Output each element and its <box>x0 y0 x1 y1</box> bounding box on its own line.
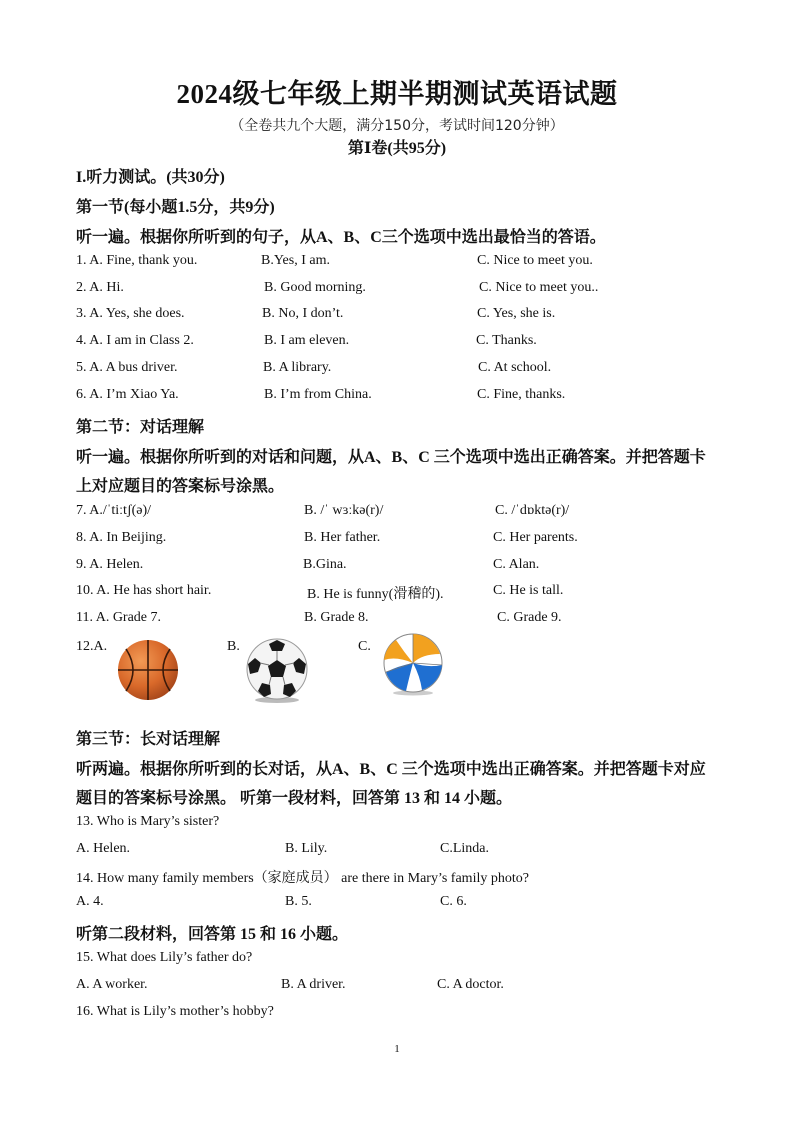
q1-option-a: 1. A. Fine, thank you. <box>76 253 198 268</box>
q7-option-b: B. /ˈ wɜːkə(r)/ <box>304 503 384 518</box>
q10-option-a: 10. A. He has short hair. <box>76 583 212 598</box>
q14-option-a: A. 4. <box>76 894 104 909</box>
part2-instruction-line2: 上对应题目的答案标号涂黑。 <box>76 478 285 495</box>
material2-instruction: 听第二段材料，回答第 15 和 16 小题。 <box>76 926 349 943</box>
page-number: 1 <box>394 1043 400 1055</box>
volume-heading: 第Ⅰ卷(共95分) <box>347 140 447 157</box>
q14-option-b: B. 5. <box>285 894 312 909</box>
q8-option-c: C. Her parents. <box>493 530 578 545</box>
q9-option-c: C. Alan. <box>493 557 540 572</box>
q5-option-a: 5. A. A bus driver. <box>76 360 178 375</box>
q10-option-b: B. He is funny(滑稽的). <box>307 587 444 602</box>
section-listening-heading: I.听力测试。(共30分) <box>76 169 225 186</box>
part3-instruction-line1: 听两遍。根据你所听到的长对话，从A、B、C 三个选项中选出正确答案。并把答题卡对应 <box>76 761 706 778</box>
part1-instruction: 听一遍。根据你所听到的句子，从A、B、C三个选项中选出最恰当的答语。 <box>76 229 606 246</box>
exam-subtitle: （全卷共九个大题，满分150分，考试时间120分钟） <box>230 118 564 134</box>
q6-option-c: C. Fine, thanks. <box>477 387 566 402</box>
volleyball-icon <box>382 632 444 696</box>
q1-option-b: B.Yes, I am. <box>261 253 330 268</box>
q3-option-b: B. No, I don’t. <box>262 306 344 321</box>
q13-option-a: A. Helen. <box>76 841 131 856</box>
q11-option-b: B. Grade 8. <box>304 610 369 625</box>
q2-option-a: 2. A. Hi. <box>76 280 124 295</box>
q15-option-b: B. A driver. <box>281 977 346 992</box>
q9-option-a: 9. A. Helen. <box>76 557 144 572</box>
q11-option-c: C. Grade 9. <box>497 610 562 625</box>
q15-option-c: C. A doctor. <box>437 977 504 992</box>
q2-option-c: C. Nice to meet you.. <box>479 280 599 295</box>
basketball-icon <box>116 638 180 702</box>
q8-option-a: 8. A. In Beijing. <box>76 530 167 545</box>
soccer-ball-icon <box>244 636 310 704</box>
q16-stem: 16. What is Lily’s mother’s hobby? <box>76 1004 274 1019</box>
part2-instruction-line1: 听一遍。根据你所听到的对话和问题，从A、B、C 三个选项中选出正确答案。并把答题卡 <box>76 449 706 466</box>
q13-option-c: C.Linda. <box>440 841 489 856</box>
q14-stem: 14. How many family members（家庭成员） are there in Mary’s family photo? <box>76 871 529 886</box>
q12-option-b: B. <box>227 639 240 654</box>
exam-title: 2024级七年级上期半期测试英语试题 <box>176 79 618 109</box>
part3-heading: 第三节：长对话理解 <box>76 731 221 748</box>
q14-option-c: C. 6. <box>440 894 467 909</box>
q3-option-a: 3. A. Yes, she does. <box>76 306 185 321</box>
q12-option-c: C. <box>358 639 371 654</box>
q10-option-c: C. He is tall. <box>493 583 564 598</box>
q13-stem: 13. Who is Mary’s sister? <box>76 814 220 829</box>
q13-option-b: B. Lily. <box>285 841 328 856</box>
q7-option-c: C. /ˈdɒktə(r)/ <box>495 503 570 518</box>
q5-option-c: C. At school. <box>478 360 552 375</box>
q4-option-b: B. I am eleven. <box>264 333 350 348</box>
q3-option-c: C. Yes, she is. <box>477 306 556 321</box>
q7-option-a: 7. A./ˈtiːtʃ(ə)/ <box>76 503 152 518</box>
part3-instruction-line2: 题目的答案标号涂黑。 听第一段材料，回答第 13 和 14 小题。 <box>76 790 513 807</box>
q15-stem: 15. What does Lily’s father do? <box>76 950 253 965</box>
q4-option-c: C. Thanks. <box>476 333 537 348</box>
q6-option-a: 6. A. I’m Xiao Ya. <box>76 387 179 402</box>
q4-option-a: 4. A. I am in Class 2. <box>76 333 194 348</box>
q2-option-b: B. Good morning. <box>264 280 366 295</box>
q15-option-a: A. A worker. <box>76 977 148 992</box>
q11-option-a: 11. A. Grade 7. <box>76 610 162 625</box>
part1-heading: 第一节(每小题1.5分，共9分) <box>76 199 275 216</box>
q8-option-b: B. Her father. <box>304 530 381 545</box>
q5-option-b: B. A library. <box>263 360 332 375</box>
q9-option-b: B.Gina. <box>303 557 347 572</box>
q6-option-b: B. I’m from China. <box>264 387 372 402</box>
q12-option-a: 12.A. <box>76 639 108 654</box>
q1-option-c: C. Nice to meet you. <box>477 253 593 268</box>
part2-heading: 第二节：对话理解 <box>76 419 205 436</box>
